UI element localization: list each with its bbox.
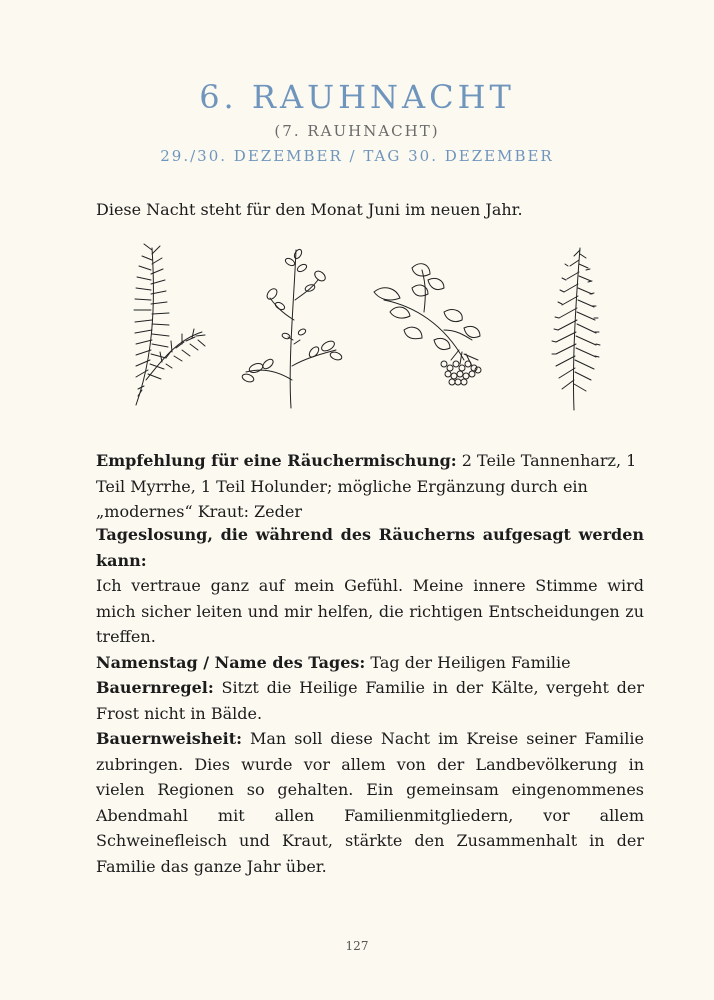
name-day-paragraph — [96, 650, 644, 676]
name-day-text: Tag der Heiligen Familie — [365, 652, 571, 672]
farmer-wisdom-label: Bauernweisheit: — [96, 729, 242, 748]
farmer-wisdom-text: Man soll diese Nacht im Kreise seiner Familie zubringen. Dies wurde vor allem von der Landbevölkerung in vielen Regionen so gehalten. Ein gemeinsam eingenommenes Abendmahl mit allen Familienmitgliedern, vor allem Schweinefleisch und Kraut, stärkte den Zusammenhalt in der Familie das ganze Jahr über. — [96, 729, 644, 876]
myrrh-branch-icon — [236, 240, 351, 415]
daily-motto-text: Ich vertraue ganz auf mein Gefühl. Meine innere Stimme wird mich sicher leiten und mir helfen, die richtigen Entscheidungen zu treffen. — [96, 576, 644, 646]
recommendation-paragraph — [96, 448, 644, 525]
plant-illustrations — [96, 240, 626, 420]
farmer-wisdom-paragraph — [96, 726, 644, 879]
farmer-rule-text: Sitzt die Heilige Familie in der Kälte, vergeht der Frost nicht in Bälde. — [96, 678, 644, 723]
page-number: 127 — [345, 939, 369, 953]
intro-text: Diese Nacht steht für den Monat Juni im neuen Jahr. — [96, 200, 523, 219]
daily-motto-label: Tageslosung, die während des Räucherns aufgesagt werden kann: — [96, 525, 644, 570]
farmer-rule-label: Bauernregel: — [96, 678, 214, 697]
farmer-rule-paragraph — [96, 675, 644, 726]
details-block — [96, 522, 644, 879]
page-subtitle: (7. RAUHNACHT) — [274, 122, 440, 140]
page-title: 6. RAUHNACHT — [199, 78, 515, 116]
recommendation-label: Empfehlung für eine Räuchermischung: — [96, 451, 457, 470]
elder-branch-icon — [364, 240, 494, 400]
date-line: 29./30. DEZEMBER / TAG 30. DEZEMBER — [160, 147, 554, 165]
fir-branch-icon — [122, 240, 212, 410]
name-day-label: Namenstag / Name des Tages: — [96, 652, 366, 672]
cedar-branch-icon — [528, 240, 618, 415]
recommendation-text: 2 Teile Tannenharz, 1 Teil Myrrhe, 1 Teil Holunder; mögliche Ergänzung durch ein „modernes“ Kraut: Zeder — [96, 451, 637, 521]
